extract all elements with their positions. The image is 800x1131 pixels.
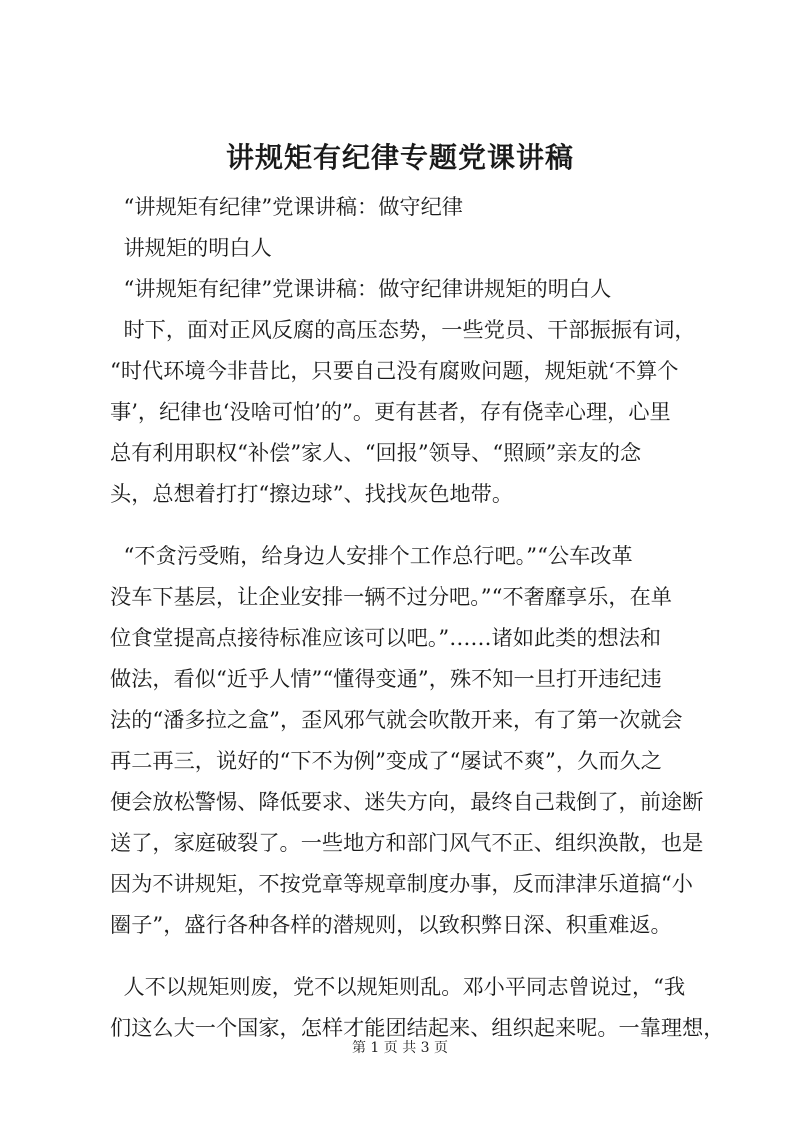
- text-line: 人不以规矩则废，党不以规矩则乱。邓小平同志曾说过，“我: [110, 974, 686, 999]
- paragraph-gap: [110, 514, 702, 535]
- paragraph-gap: [110, 945, 702, 966]
- text-line: 头，总想着打打“擦边球”、找找灰色地带。: [110, 481, 514, 506]
- text-line: 总有利用职权“补偿”家人、“回报”领导、“照顾”亲友的念: [110, 440, 642, 465]
- text-line: 便会放松警惕、降低要求、迷失方向，最终自己栽倒了，前途断: [110, 789, 704, 814]
- text-line: 事’，纪律也‘没啥可怕’的”。更有甚者，存有侥幸心理，心里: [110, 399, 671, 424]
- text-line: 再二再三，说好的“下不为例”变成了“屡试不爽”，久而久之: [110, 748, 662, 773]
- text-line: 做法，看似“近乎人情”“懂得变通”，殊不知一旦打开违纪违: [110, 666, 662, 691]
- document-title: 讲规矩有纪律专题党课讲稿: [225, 141, 574, 174]
- text-line: “讲规矩有纪律”党课讲稿：做守纪律讲规矩的明白人: [110, 276, 612, 301]
- page-number-footer: 第 1 页 共 3 页: [351, 1040, 449, 1056]
- text-line: 送了，家庭破裂了。一些地方和部门风气不正、组织涣散，也是: [110, 830, 704, 855]
- text-line: 讲规矩的明白人: [110, 235, 272, 260]
- document-body: [110, 186, 725, 1048]
- text-line: 因为不讲规矩，不按党章等规章制度办事，反而津津乐道搞“小: [110, 871, 693, 896]
- text-line: “讲规矩有纪律”党课讲稿：做守纪律: [110, 194, 463, 219]
- text-line: 们这么大一个国家，怎样才能团结起来、组织起来呢。一靠理想，: [110, 1015, 725, 1040]
- text-line: 时下，面对正风反腐的高压态势，一些党员、干部振振有词，: [110, 317, 696, 342]
- text-line: 位食堂提高点接待标准应该可以吧。”……诸如此类的想法和: [110, 625, 662, 650]
- text-line: 圈子”，盛行各种各样的潜规则，以致积弊日深、积重难返。: [110, 912, 672, 937]
- text-line: “不贪污受贿，给身边人安排个工作总行吧。”“公车改革: [110, 543, 633, 568]
- text-line: “时代环境今非昔比，只要自己没有腐败问题，规矩就‘不算个: [110, 358, 679, 383]
- text-line: 法的“潘多拉之盒”，歪风邪气就会吹散开来，有了第一次就会: [110, 707, 683, 732]
- text-line: 没车下基层，让企业安排一辆不过分吧。”“不奢靡享乐，在单: [110, 584, 672, 609]
